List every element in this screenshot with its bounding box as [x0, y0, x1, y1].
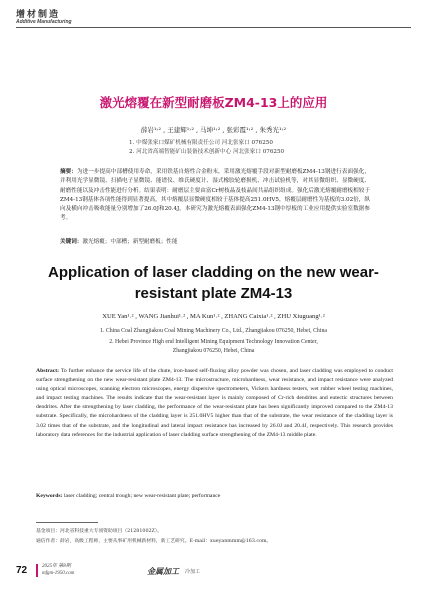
page-number: 72	[16, 565, 28, 576]
affiliation-en-1: 1. China Coal Zhangjiakou Coal Mining Machinery Co., Ltd., Zhangjiakou 076250, Hebei, China	[100, 328, 327, 334]
keywords-cn-text: 激光熔覆；中部槽；新型耐磨板；性能	[82, 239, 178, 245]
footer-accent-bar	[36, 564, 38, 577]
issue-label: 2025年 第8期	[42, 564, 71, 569]
title-en	[0, 262, 427, 304]
site-label: mfgm-1950.com	[42, 571, 75, 576]
affiliation-en-2: 2. Hebei Province High end Intelligent Mining Equipment Technology Innovation Center,	[109, 339, 318, 345]
footnote-funding: 基金项目：河北省科技重大专项资助项目（21281002Z）。	[36, 529, 163, 534]
abstract-cn	[60, 168, 370, 224]
footnote-divider	[36, 522, 98, 523]
affiliation-cn-2: 2. 河北省高端智能矿山装备技术创新中心 河北张家口 076250	[129, 149, 285, 155]
journal-sub: 冷加工	[185, 569, 201, 575]
affiliation-cn-1: 1. 中煤张家口煤矿机械有限责任公司 河北张家口 076250	[129, 140, 273, 146]
abstract-en-label: Abstract:	[36, 368, 60, 374]
affiliation-en-3: Zhangjiakou 076250, Hebei, China	[172, 348, 255, 354]
section-label: 增材制造	[16, 10, 61, 20]
abstract-en-text: To further enhance the service life of the chute, iron-based self-fluxing alloy powder was chosen, and laser cladding was employed to conduct surface strengthening on the new wear-resistant plate ZM4-13. The microstructure, microhardness, wear resistance, and impact resistance were analyzed using optical microscopes, scanning electron microscopes, energy dispersive spectrometers, Vickers hardness testers, wet rubber wheel testing machines, and impact testing machines. The results indicate that the wear-resistant layer is mainly composed of Cr-rich dendrites and eutectic structures between dendrites. After the strengthening by laser cladding, the performance of the wear-resistant plate has been significantly improved compared to the ZM4-13 substrate. Specifically, the microhardness of the cladding layer is 251.0HV5 higher than that of the substrate, the wear resistance of the cladding layer is 3.02 times that of the substrate, and the longitudinal and lateral impact resistance has increased by 26.0J and 20.4J, respectively. This research provides laboratory data references for the industrial application of laser cladding surface strengthening of the ZM4-13 middle plate.	[36, 368, 393, 438]
title-en-line-2: resistant plate ZM4-13	[134, 285, 293, 302]
footer-issue	[42, 563, 74, 577]
abstract-cn-label: 摘要：	[60, 169, 77, 175]
footnote-author: 通信作者：薛岩，高级工程师，主要从事矿用机械新材料，新工艺研究。E-mail：xueyanmmm@163.com。	[36, 539, 272, 544]
abstract-en	[36, 367, 393, 440]
abstract-cn-text: 为进一步提高中部槽使用寿命，采用铁基自熔性合金粉末，采用激光熔覆手段对新型耐磨板ZM4-13钢进行表面强化，并利用光学显微镜、扫描电子显微镜、能谱仪、维氏硬度计、湿式橡胶轮磨损机、冲击试验机等，对其显微组织、显微硬度、耐磨性能以及冲击性能进行分析。结果表明：耐磨层主要由富Cr树枝晶及枝晶间共晶组织组成。强化后激光熔覆耐磨板相较于ZM4-13钢基体各项性能得到显著提高，其中熔覆层显微硬度相较于基体提高251.0HV5，熔覆层耐磨性为基板的3.02倍，纵向及横向冲击吸收能量分别增加了26.0J和20.4J。本研究为激光熔覆表面强化ZM4-13钢中厚板的工业应用提供实验室数据参考。	[60, 169, 370, 222]
keywords-en-text: laser cladding; central trough; new wear-resistant plate; performance	[63, 493, 221, 499]
keywords-en-label: Keywords:	[36, 493, 63, 499]
title-en-line-1: Application of laser cladding on the new wear-	[48, 264, 379, 281]
header-divider	[16, 27, 411, 28]
keywords-cn	[60, 237, 370, 245]
keywords-en	[36, 493, 393, 499]
authors-en: XUE Yan¹˒² , WANG Jianhui¹˒² , MA Kun¹˒² , ZHANG Caixia¹˒² , ZHU Xiuguang¹˒²	[102, 313, 325, 320]
keywords-cn-label: 关键词：	[60, 239, 83, 245]
title-cn: 激光熔覆在新型耐磨板ZM4-13上的应用	[99, 95, 328, 110]
section-label-en: Additive Manufacturing	[16, 19, 72, 25]
authors-cn: 薛岩¹˒² , 王建辉¹˒² , 马坤¹˒² , 张彩霞¹˒² , 朱秀光¹˒²	[140, 126, 287, 134]
journal-name: 金属加工	[147, 566, 179, 576]
